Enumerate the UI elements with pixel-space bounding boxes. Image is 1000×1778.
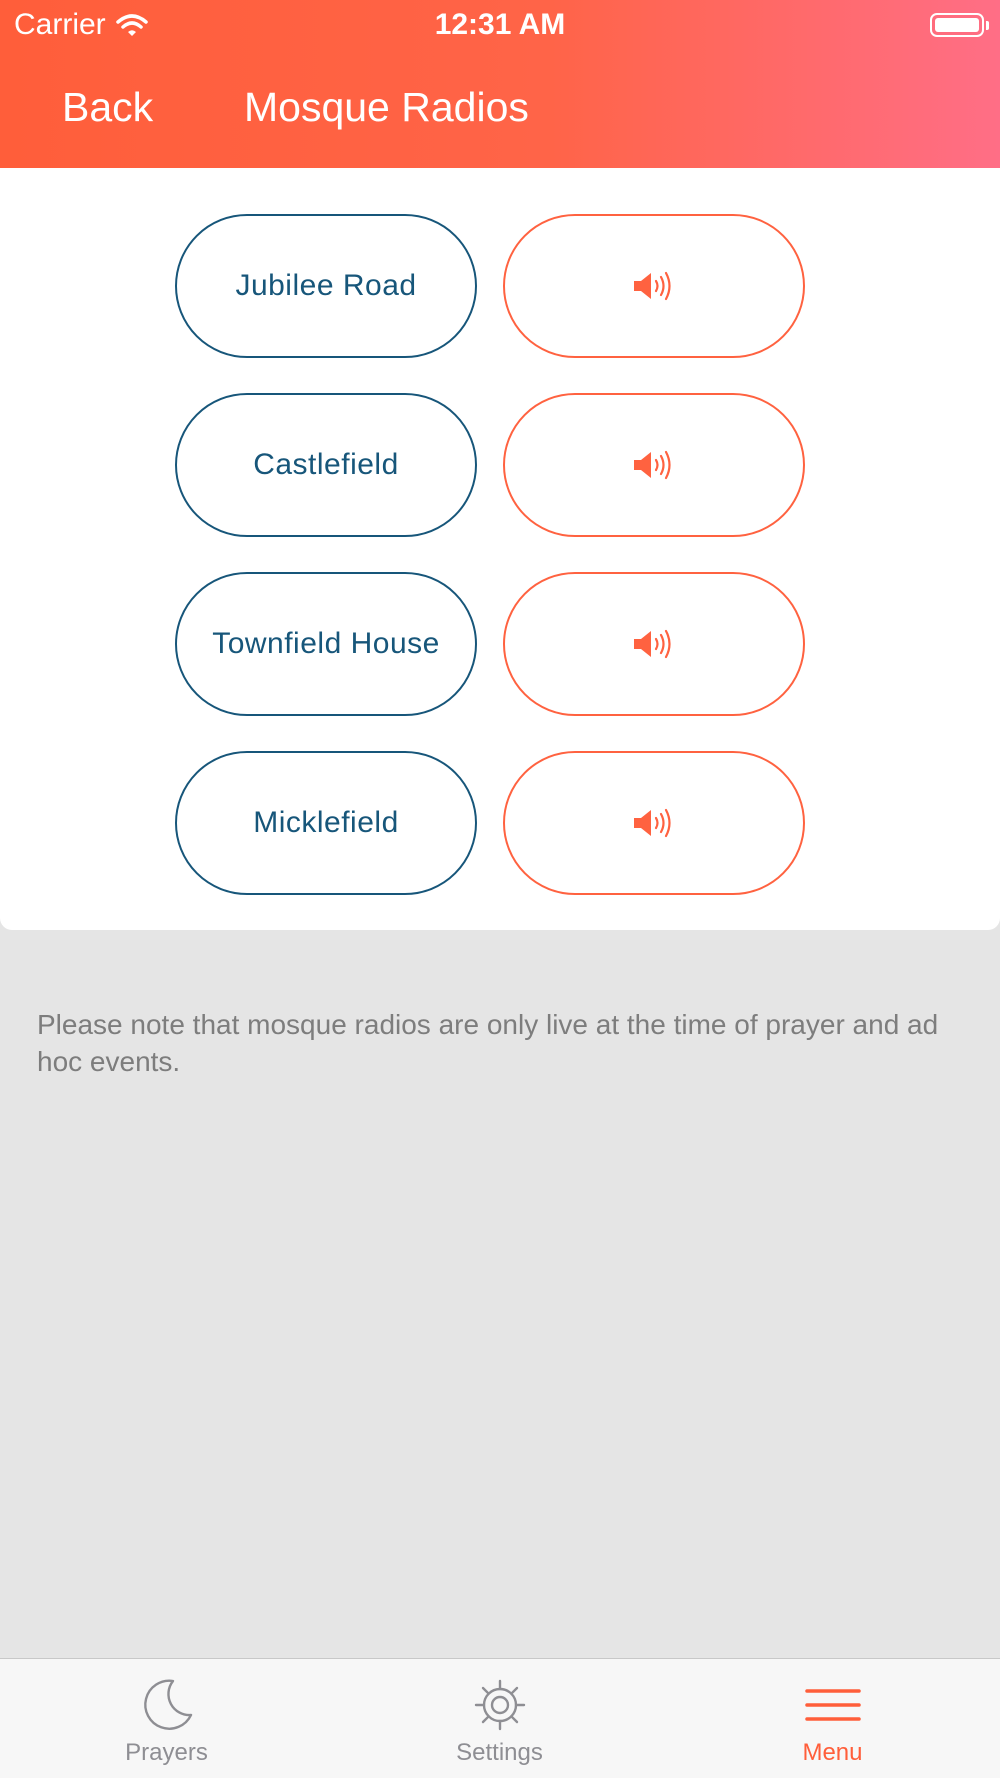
speaker-icon	[632, 269, 676, 303]
moon-icon	[139, 1677, 195, 1733]
station-button-micklefield[interactable]: Micklefield	[175, 751, 477, 895]
play-button-castlefield[interactable]	[503, 393, 805, 537]
station-button-townfield-house[interactable]: Townfield House	[175, 572, 477, 716]
page-title: Mosque Radios	[244, 84, 529, 130]
tab-settings-label: Settings	[456, 1739, 543, 1766]
play-button-townfield-house[interactable]	[503, 572, 805, 716]
nav-header	[0, 0, 1000, 168]
radio-note: Please note that mosque radios are only live at the time of prayer and ad hoc events.	[37, 1009, 939, 1077]
status-time: 12:31 AM	[434, 8, 566, 41]
radio-list	[0, 168, 1000, 930]
back-button[interactable]: Back	[62, 84, 154, 130]
tab-prayers[interactable]	[0, 1659, 333, 1778]
tab-settings[interactable]	[333, 1659, 666, 1778]
carrier-label: Carrier	[14, 8, 106, 41]
tab-prayers-label: Prayers	[125, 1739, 208, 1766]
station-button-jubilee-road[interactable]: Jubilee Road	[175, 214, 477, 358]
menu-icon	[805, 1677, 861, 1733]
battery-icon	[930, 13, 984, 37]
tab-menu[interactable]	[666, 1659, 999, 1778]
tab-bar	[0, 1658, 1000, 1778]
tab-menu-label: Menu	[802, 1739, 863, 1766]
speaker-icon	[632, 448, 676, 482]
speaker-icon	[632, 627, 676, 661]
play-button-micklefield[interactable]	[503, 751, 805, 895]
play-button-jubilee-road[interactable]	[503, 214, 805, 358]
gear-icon	[472, 1677, 528, 1733]
speaker-icon	[632, 806, 676, 840]
status-bar	[0, 0, 1000, 50]
station-button-castlefield[interactable]: Castlefield	[175, 393, 477, 537]
